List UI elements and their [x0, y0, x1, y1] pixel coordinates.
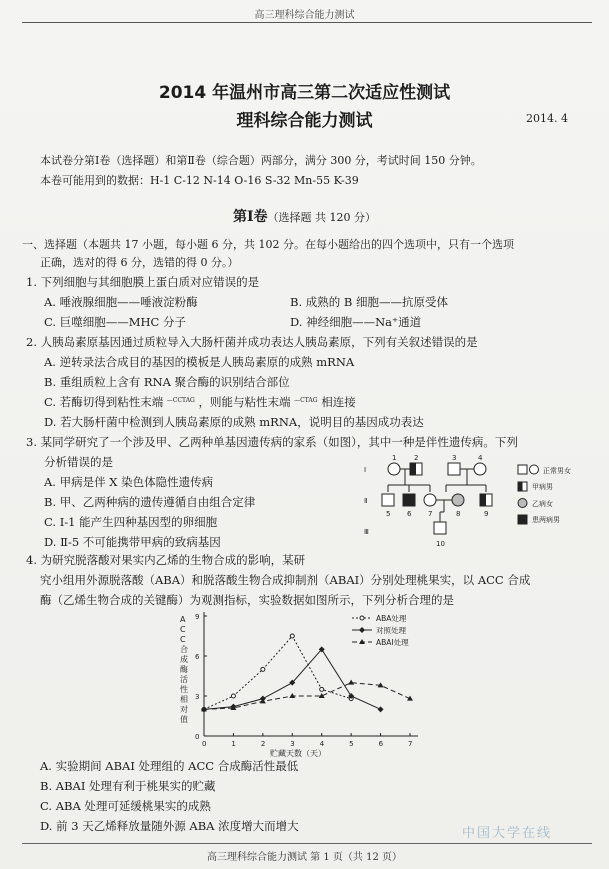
q1-option-c: C. 巨噬细胞——MHC 分子 [44, 315, 186, 329]
exam-title: 2014 年温州市高三第二次适应性测试 [158, 83, 451, 103]
ylabel-char: C [180, 625, 186, 634]
data-point [261, 667, 265, 671]
q3-option-a: A. 甲病是伴 X 染色体隐性遗传病 [44, 475, 214, 489]
sticky-end-2: —CTAG [294, 397, 318, 404]
num-3: 3 [452, 454, 457, 462]
pedigree-ii8 [452, 494, 464, 506]
q2-option-a: A. 逆转录法合成目的基因的模板是人胰岛素原的成熟 mRNA [44, 355, 355, 369]
pedigree-iii10 [434, 522, 446, 534]
num-5: 5 [386, 510, 391, 518]
ylabel-char: C [180, 635, 186, 644]
q4-option-c: C. ABA 处理可延缓桃果实的成熟 [40, 799, 211, 813]
x-tick-label: 6 [378, 740, 384, 748]
chart-legend [352, 613, 409, 647]
ylabel-char: 相 [180, 695, 188, 704]
x-tick-label: 7 [408, 740, 413, 748]
x-tick-label: 5 [349, 740, 354, 748]
legend-label-b-female: 乙病女 [532, 500, 553, 508]
footer-rule [22, 843, 592, 844]
gen-label-2: Ⅱ [364, 497, 368, 505]
exam-date: 2014. 4 [526, 112, 568, 125]
q2-c-part3: 相连接 [321, 395, 356, 409]
header-rule [22, 22, 592, 23]
pedigree-i1 [388, 463, 400, 475]
q1-option-b: B. 成熟的 B 细胞——抗原受体 [290, 295, 449, 309]
pedigree-diagram [360, 452, 605, 557]
page-header: 高三理科综合能力测试 [254, 10, 355, 21]
ylabel-char: 合 [180, 645, 188, 654]
q2-c-part1: C. 若酶切得到粘性末端 [44, 395, 164, 409]
legend-normal-female [530, 465, 539, 474]
x-tick-label: 1 [231, 740, 236, 748]
section-sub: （选择题 共 120 分） [267, 211, 377, 224]
legend-normal-male [518, 465, 527, 474]
q1-stem: 1. 下列细胞与其细胞膜上蛋白质对应错误的是 [26, 275, 260, 289]
q4-stem-3: 酶（乙烯生物合成的关键酶）为观测指标，实验数据如图所示，下列分析合理的是 [40, 593, 454, 607]
legend-label-both: 患两病男 [532, 516, 560, 524]
num-7: 7 [428, 510, 433, 518]
y-tick-label: 0 [195, 733, 200, 741]
exam-subtitle: 理科综合能力测试 [236, 111, 373, 131]
q4-stem-2: 究小组用外源脱落酸（ABA）和脱落酸生物合成抑制剂（ABAI）分别处理桃果实，以 ACC 合成 [40, 573, 531, 587]
ylabel-char: A [180, 615, 186, 624]
pedigree-i3 [448, 463, 460, 475]
y-tick-label: 9 [195, 613, 200, 621]
q4-option-b: B. ABAI 处理有利于桃果实的贮藏 [40, 779, 216, 793]
series-line [204, 649, 381, 709]
pedigree-ii5 [382, 494, 394, 506]
chart-xlabel: 贮藏天数（天） [270, 749, 326, 758]
x-tick-label: 3 [290, 740, 295, 748]
q1-option-a: A. 唾液腺细胞——唾液淀粉酶 [44, 295, 198, 309]
data-point [290, 634, 294, 638]
instructions-line-2: 正确，选对的得 6 分，选错的得 0 分。） [40, 256, 239, 269]
ylabel-char: 性 [180, 685, 188, 694]
data-point [378, 706, 384, 712]
q3-option-b: B. 甲、乙两种病的遗传遵循自由组合定律 [44, 495, 256, 509]
q3-stem-1: 3. 某同学研究了一个涉及甲、乙两种单基因遗传病的家系（如图），其中一种是伴性遗传病。下列 [26, 435, 518, 449]
gen-label-1: Ⅰ [364, 466, 367, 474]
legend-label: ABAI处理 [376, 638, 409, 647]
ylabel-char: 值 [180, 715, 188, 724]
y-tick-label: 6 [195, 653, 200, 661]
x-tick-label: 2 [260, 740, 266, 748]
num-6: 6 [407, 510, 412, 518]
gen-label-3: Ⅲ [364, 528, 369, 536]
y-tick-label: 3 [195, 693, 200, 701]
series-1 [202, 634, 353, 711]
num-4: 4 [478, 454, 483, 462]
pedigree-i4 [474, 463, 486, 475]
q2-option-d: D. 若大肠杆菌中检测到人胰岛素原的成熟 mRNA，说明目的基因成功表达 [44, 415, 424, 429]
legend-label-a-male: 甲病男 [532, 483, 553, 491]
section-name: 第Ⅰ卷 [232, 209, 268, 225]
legend-label: 对照处理 [376, 626, 406, 635]
pedigree-ii9-fill [480, 494, 486, 506]
legend-b-female [518, 499, 527, 508]
data-point [348, 680, 354, 685]
q2-option-c [44, 394, 356, 410]
ylabel-char: 对 [180, 705, 188, 714]
x-tick-label: 0 [202, 740, 207, 748]
num-8: 8 [456, 510, 461, 518]
data-point [320, 687, 324, 691]
q3-option-c: C. Ⅰ-1 能产生四种基因型的卵细胞 [44, 515, 218, 529]
instructions-line-1: 一、选择题（本题共 17 小题，每小题 6 分，共 102 分。在每小题给出的四个选项中，只有一个选项 [22, 238, 514, 251]
q4-option-a: A. 实验期间 ABAI 处理组的 ACC 合成酶活性最低 [40, 759, 299, 773]
legend-label-normal: 正常男女 [543, 467, 571, 475]
ylabel-char: 成 [180, 655, 188, 664]
page-footer: 高三理科综合能力测试 第 1 页（共 12 页） [207, 852, 402, 863]
q3-option-d: D. Ⅱ-5 不可能携带甲病的致病基因 [44, 535, 221, 549]
q3-stem-2: 分析错误的是 [44, 455, 113, 469]
legend-label: ABA处理 [376, 614, 407, 623]
data-point [359, 627, 365, 633]
q2-option-b: B. 重组质粒上含有 RNA 聚合酶的识别结合部位 [44, 375, 290, 389]
num-2: 2 [414, 454, 419, 462]
legend-a-male-fill [518, 482, 523, 491]
ylabel-char: 酶 [180, 665, 188, 674]
q1-option-d: D. 神经细胞——Na⁺通道 [290, 315, 422, 329]
sticky-end-1: —CCTAG [166, 397, 195, 404]
section-title [0, 206, 609, 226]
pedigree-ii7 [424, 494, 436, 506]
num-1: 1 [392, 454, 397, 462]
data-point [231, 694, 235, 698]
pedigree-legend [518, 465, 571, 524]
pedigree-ii6 [403, 494, 415, 506]
chart-ylabel [180, 615, 188, 724]
q4-stem-1: 4. 为研究脱落酸对果实内乙烯的生物合成的影响，某研 [26, 553, 306, 567]
watermark: 中国大学在线 [462, 826, 553, 841]
x-tick-label: 4 [319, 740, 325, 748]
acc-line-chart [140, 608, 440, 758]
num-10: 10 [436, 540, 445, 548]
legend-both-male [518, 515, 527, 524]
series-2 [201, 646, 384, 712]
data-point [360, 616, 364, 620]
pedigree-i2-fill [410, 463, 416, 475]
q4-option-d: D. 前 3 天乙烯释放量随外源 ABA 浓度增大而增大 [40, 819, 299, 833]
num-9: 9 [484, 510, 489, 518]
intro-line-1: 本试卷分第Ⅰ卷（选择题）和第Ⅱ卷（综合题）两部分，满分 300 分，考试时间 150 分钟。 [40, 154, 482, 167]
q2-c-part2: ，则能与粘性末端 [198, 395, 291, 409]
q2-stem: 2. 人胰岛素原基因通过质粒导入大肠杆菌并成功表达人胰岛素原，下列有关叙述错误的是 [26, 335, 478, 349]
ylabel-char: 活 [180, 675, 188, 684]
intro-line-2: 本卷可能用到的数据：H-1 C-12 N-14 O-16 S-32 Mn-55 K-39 [40, 174, 359, 187]
